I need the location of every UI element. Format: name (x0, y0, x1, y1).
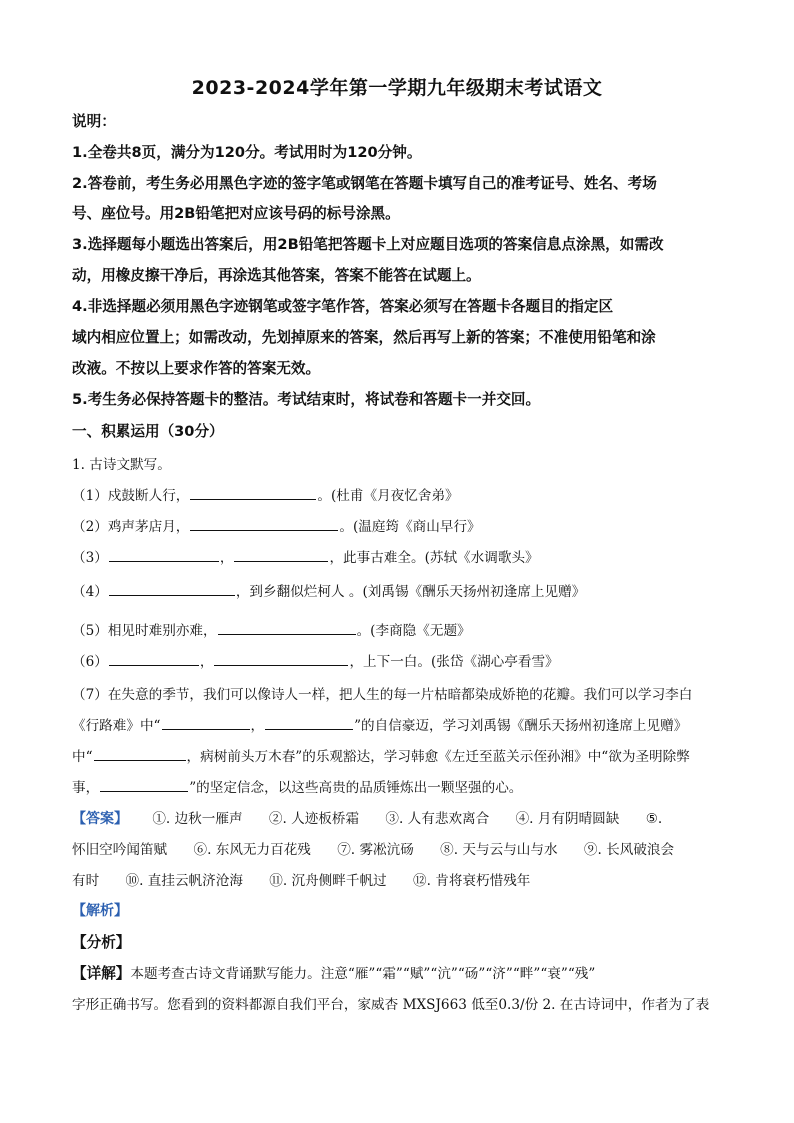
instruction-line: 号、座位号。用2B铅笔把对应该号码的标号涂黑。 (72, 205, 400, 222)
dictation-item-7-line (72, 745, 690, 765)
analysis-label: 【解析】 (72, 903, 128, 919)
answer-item: ⑥. 东风无力百花残 (193, 842, 311, 858)
answer-item: ⑫. 肯将衰朽惜残年 (412, 873, 531, 889)
answer-item: 有时 (72, 873, 100, 889)
answer-blank[interactable] (190, 488, 316, 500)
answer-blank[interactable] (265, 718, 353, 730)
dictation-item-3 (72, 546, 539, 566)
answer-item: ②. 人迹板桥霜 (268, 811, 360, 827)
detail-line (72, 962, 595, 983)
instruction-line: 域内相应位置上；如需改动，先划掉原来的答案，然后再写上新的答案；不准使用铅笔和涂 (72, 329, 656, 346)
instruction-line: 3.选择题每小题选出答案后，用2B铅笔把答题卡上对应题目选项的答案信息点涂黑，如需改 (72, 236, 664, 253)
item-text: ， (199, 654, 214, 670)
answer-blank[interactable] (109, 654, 199, 666)
item-text: 。(温庭筠《商山早行》 (339, 519, 481, 535)
instructions-heading: 说明： (72, 113, 116, 130)
dictation-item-7-line: （7）在失意的季节，我们可以像诗人一样，把人生的每一片枯暗都染成娇艳的花瓣。我们可以学习李白 (72, 687, 693, 703)
item-text: ，此事古难全。(苏轼《水调歌头》 (329, 550, 539, 566)
fenxi-label: 【分析】 (72, 934, 131, 951)
answer-blank[interactable] (109, 550, 219, 562)
detail-label: 【详解】 (72, 965, 131, 982)
dictation-item-2 (72, 515, 481, 535)
answer-item: ⑨. 长风破浪会 (583, 842, 675, 858)
instruction-line: 4.非选择题必须用黑色字迹钢笔或签字笔作答，答案必须写在答题卡各题目的指定区 (72, 298, 614, 315)
item-text: ，病树前头万木春”的乐观豁达，学习韩愈《左迁至蓝关示侄孙湘》中“欲为圣明除弊 (186, 749, 690, 765)
answer-item: ⑤. (645, 811, 663, 827)
dictation-item-4 (72, 580, 585, 600)
item-text: （6） (72, 654, 108, 670)
answer-item: ⑪. 沉舟侧畔千帆过 (269, 873, 387, 889)
item-text: 。(杜甫《月夜忆舍弟》 (317, 488, 459, 504)
item-text: 中“ (72, 749, 93, 765)
item-text: （2）鸡声茅店月， (72, 519, 190, 535)
item-text: 事， (72, 780, 100, 796)
answer-blank[interactable] (100, 780, 188, 792)
answer-item: ③. 人有悲欢离合 (385, 811, 490, 827)
instruction-line: 改液。不按以上要求作答的答案无效。 (72, 360, 321, 377)
dictation-item-5 (72, 619, 471, 639)
answer-blank[interactable] (109, 584, 235, 596)
item-text: （5）相见时难别亦难， (72, 623, 217, 639)
question-stem: 1. 古诗文默写。 (72, 457, 171, 473)
answer-item: 怀旧空吟闻笛赋 (72, 842, 168, 858)
section-heading: 一、积累运用（30分） (72, 423, 224, 440)
answer-item: ⑩. 直挂云帆济沧海 (125, 873, 243, 889)
answer-item: ①. 边秋一雁声 (152, 811, 243, 827)
answer-row (72, 838, 674, 858)
dictation-item-7-line (72, 776, 522, 796)
answer-blank[interactable] (234, 550, 328, 562)
instruction-line: 动，用橡皮擦干净后，再涂选其他答案，答案不能答在试题上。 (72, 267, 481, 284)
item-text: 《行路难》中“ (72, 718, 161, 734)
item-text: ，到乡翻似烂柯人 。(刘禹锡《酬乐天扬州初逢席上见赠》 (235, 584, 586, 600)
instruction-line: 2.答卷前，考生务必用黑色字迹的签字笔或钢笔在答题卡填写自己的准考证号、姓名、考场 (72, 175, 657, 192)
instruction-line: 1.全卷共8页，满分为120分。考试用时为120分钟。 (72, 144, 422, 161)
detail-text: 本题考查古诗文背诵默写能力。注意“雁”“霜”“赋”“沆”“砀”“济”“畔”“衰”“残” (130, 966, 596, 982)
item-text: ， (250, 718, 265, 734)
item-text: （1）戍鼓断人行， (72, 488, 190, 504)
item-text: ”的自信豪迈，学习刘禹锡《酬乐天扬州初逢席上见赠》 (354, 718, 688, 734)
instruction-line: 5.考生务必保持答题卡的整洁。考试结束时，将试卷和答题卡一并交回。 (72, 391, 541, 408)
item-text: ，上下一白。(张岱《湖心亭看雪》 (349, 654, 559, 670)
answer-row (72, 807, 662, 828)
answer-blank[interactable] (190, 519, 338, 531)
page-title: 2023-2024学年第一学期九年级期末考试语文 (191, 77, 603, 99)
detail-line: 字形正确书写。您看到的资料都源自我们平台，家威杏 MXSJ663 低至0.3/份 2. 在古诗词中，作者为了表 (72, 997, 710, 1013)
answer-blank[interactable] (218, 623, 356, 635)
answer-item: ⑦. 雾凇沆砀 (337, 842, 414, 858)
item-text: 。(李商隐《无题》 (356, 623, 471, 639)
dictation-item-1 (72, 484, 459, 504)
item-text: （3） (72, 550, 108, 566)
dictation-item-7-line (72, 714, 687, 734)
dictation-item-6 (72, 650, 559, 670)
answer-label: 【答案】 (72, 811, 128, 827)
answer-blank[interactable] (214, 654, 348, 666)
answer-item: ⑧. 天与云与山与水 (440, 842, 558, 858)
answer-blank[interactable] (162, 718, 250, 730)
answer-row (72, 869, 530, 889)
answer-blank[interactable] (94, 749, 186, 761)
item-text: ， (219, 550, 234, 566)
item-text: ”的坚定信念，以这些高贵的品质锤炼出一颗坚强的心。 (189, 780, 523, 796)
item-text: （4） (72, 584, 108, 600)
answer-item: ④. 月有阴晴圆缺 (515, 811, 620, 827)
